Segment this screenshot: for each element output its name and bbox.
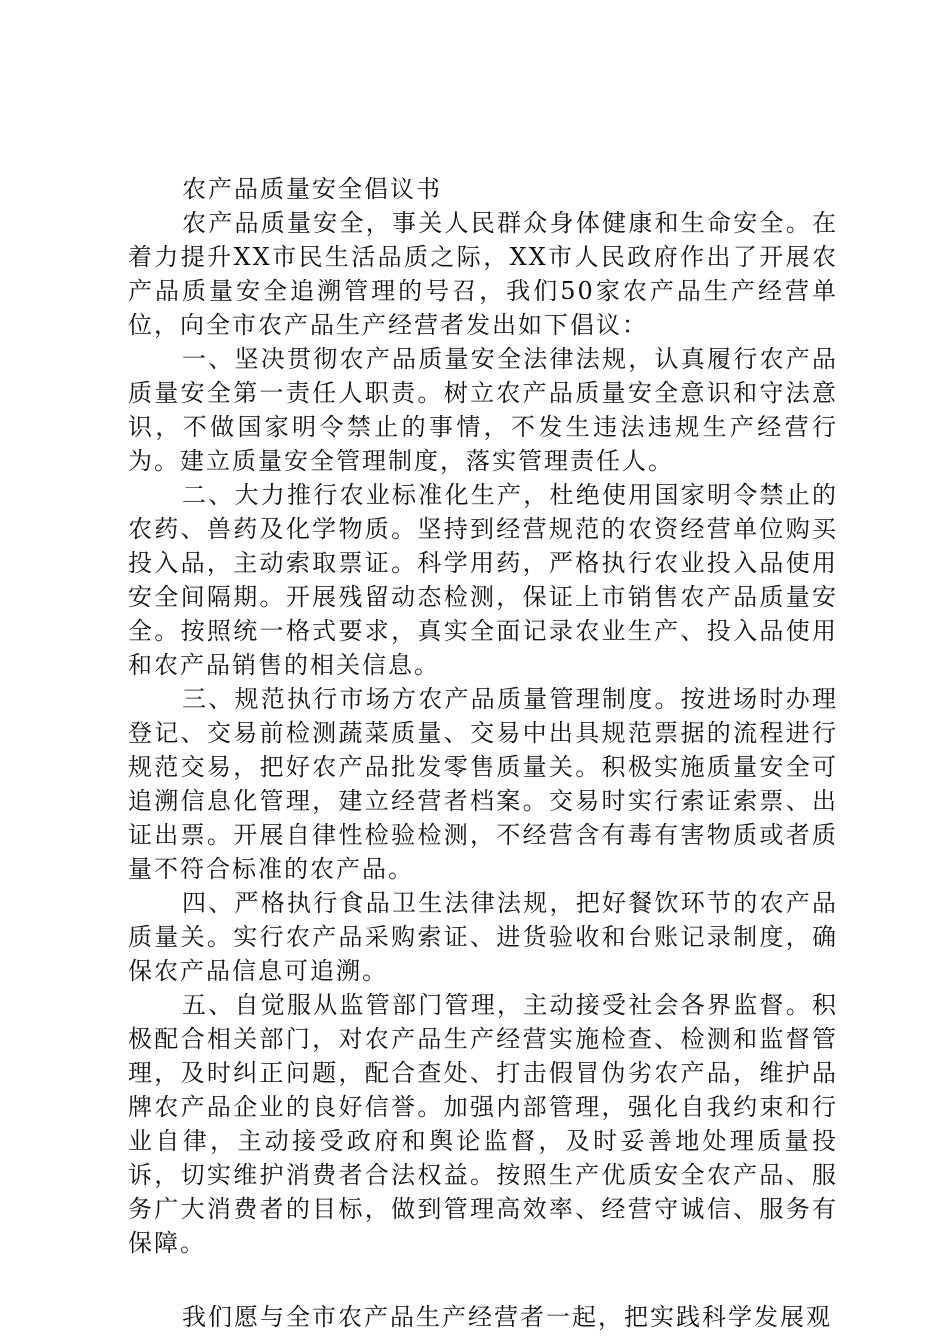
- closing-paragraph: 我们愿与全市农产品生产经营者一起，把实践科学发展观: [182, 1303, 832, 1331]
- item-paragraph-2: 二、大力推行农业标准化生产，杜绝使用国家明令禁止的农药、兽药及化学物质。坚持到经营规范的农资经营单位购买投入品，主动索取票证。科学用药，严格执行农业投入品使用安全间隔期。开展残留动态检测，保证上市销售农产品质量安全。按照统一格式要求，真实全面记录农业生产、投入品使用和农产品销售的相关信息。: [128, 481, 838, 679]
- item-paragraph-5: 五、自觉服从监管部门管理，主动接受社会各界监督。积极配合相关部门，对农产品生产经营实施检查、检测和监督管理，及时纠正问题，配合查处、打击假冒伪劣农产品，维护品牌农产品企业的良好信誉。加强内部管理，强化自我约束和行业自律，主动接受政府和舆论监督，及时妥善地处理质量投诉，切实维护消费者合法权益。按照生产优质安全农产品、服务广大消费者的目标，做到管理高效率、经营守诚信、服务有保障。: [128, 991, 838, 1257]
- item-paragraph-3: 三、规范执行市场方农产品质量管理制度。按进场时办理登记、交易前检测蔬菜质量、交易中出具规范票据的流程进行规范交易，把好农产品批发零售质量关。积极实施质量安全可追溯信息化管理，建立经营者档案。交易时实行索证索票、出证出票。开展自律性检验检测，不经营含有毒有害物质或者质量不符合标准的农产品。: [128, 685, 838, 883]
- intro-paragraph: 农产品质量安全，事关人民群众身体健康和生命安全。在着力提升XX市民生活品质之际，XX市人民政府作出了开展农产品质量安全追溯管理的号召，我们50家农产品生产经营单位，向全市农产品生产经营者发出如下倡议：: [128, 209, 838, 339]
- document-title: 农产品质量安全倡议书: [182, 175, 442, 203]
- document-body: [128, 172, 838, 1334]
- item-paragraph-4: 四、严格执行食品卫生法律法规，把好餐饮环节的农产品质量关。实行农产品采购索证、进货验收和台账记录制度，确保农产品信息可追溯。: [128, 889, 838, 985]
- item-paragraph-1: 一、坚决贯彻农产品质量安全法律法规，认真履行农产品质量安全第一责任人职责。树立农产品质量安全意识和守法意识，不做国家明令禁止的事情，不发生违法违规生产经营行为。建立质量安全管理制度，落实管理责任人。: [128, 345, 838, 475]
